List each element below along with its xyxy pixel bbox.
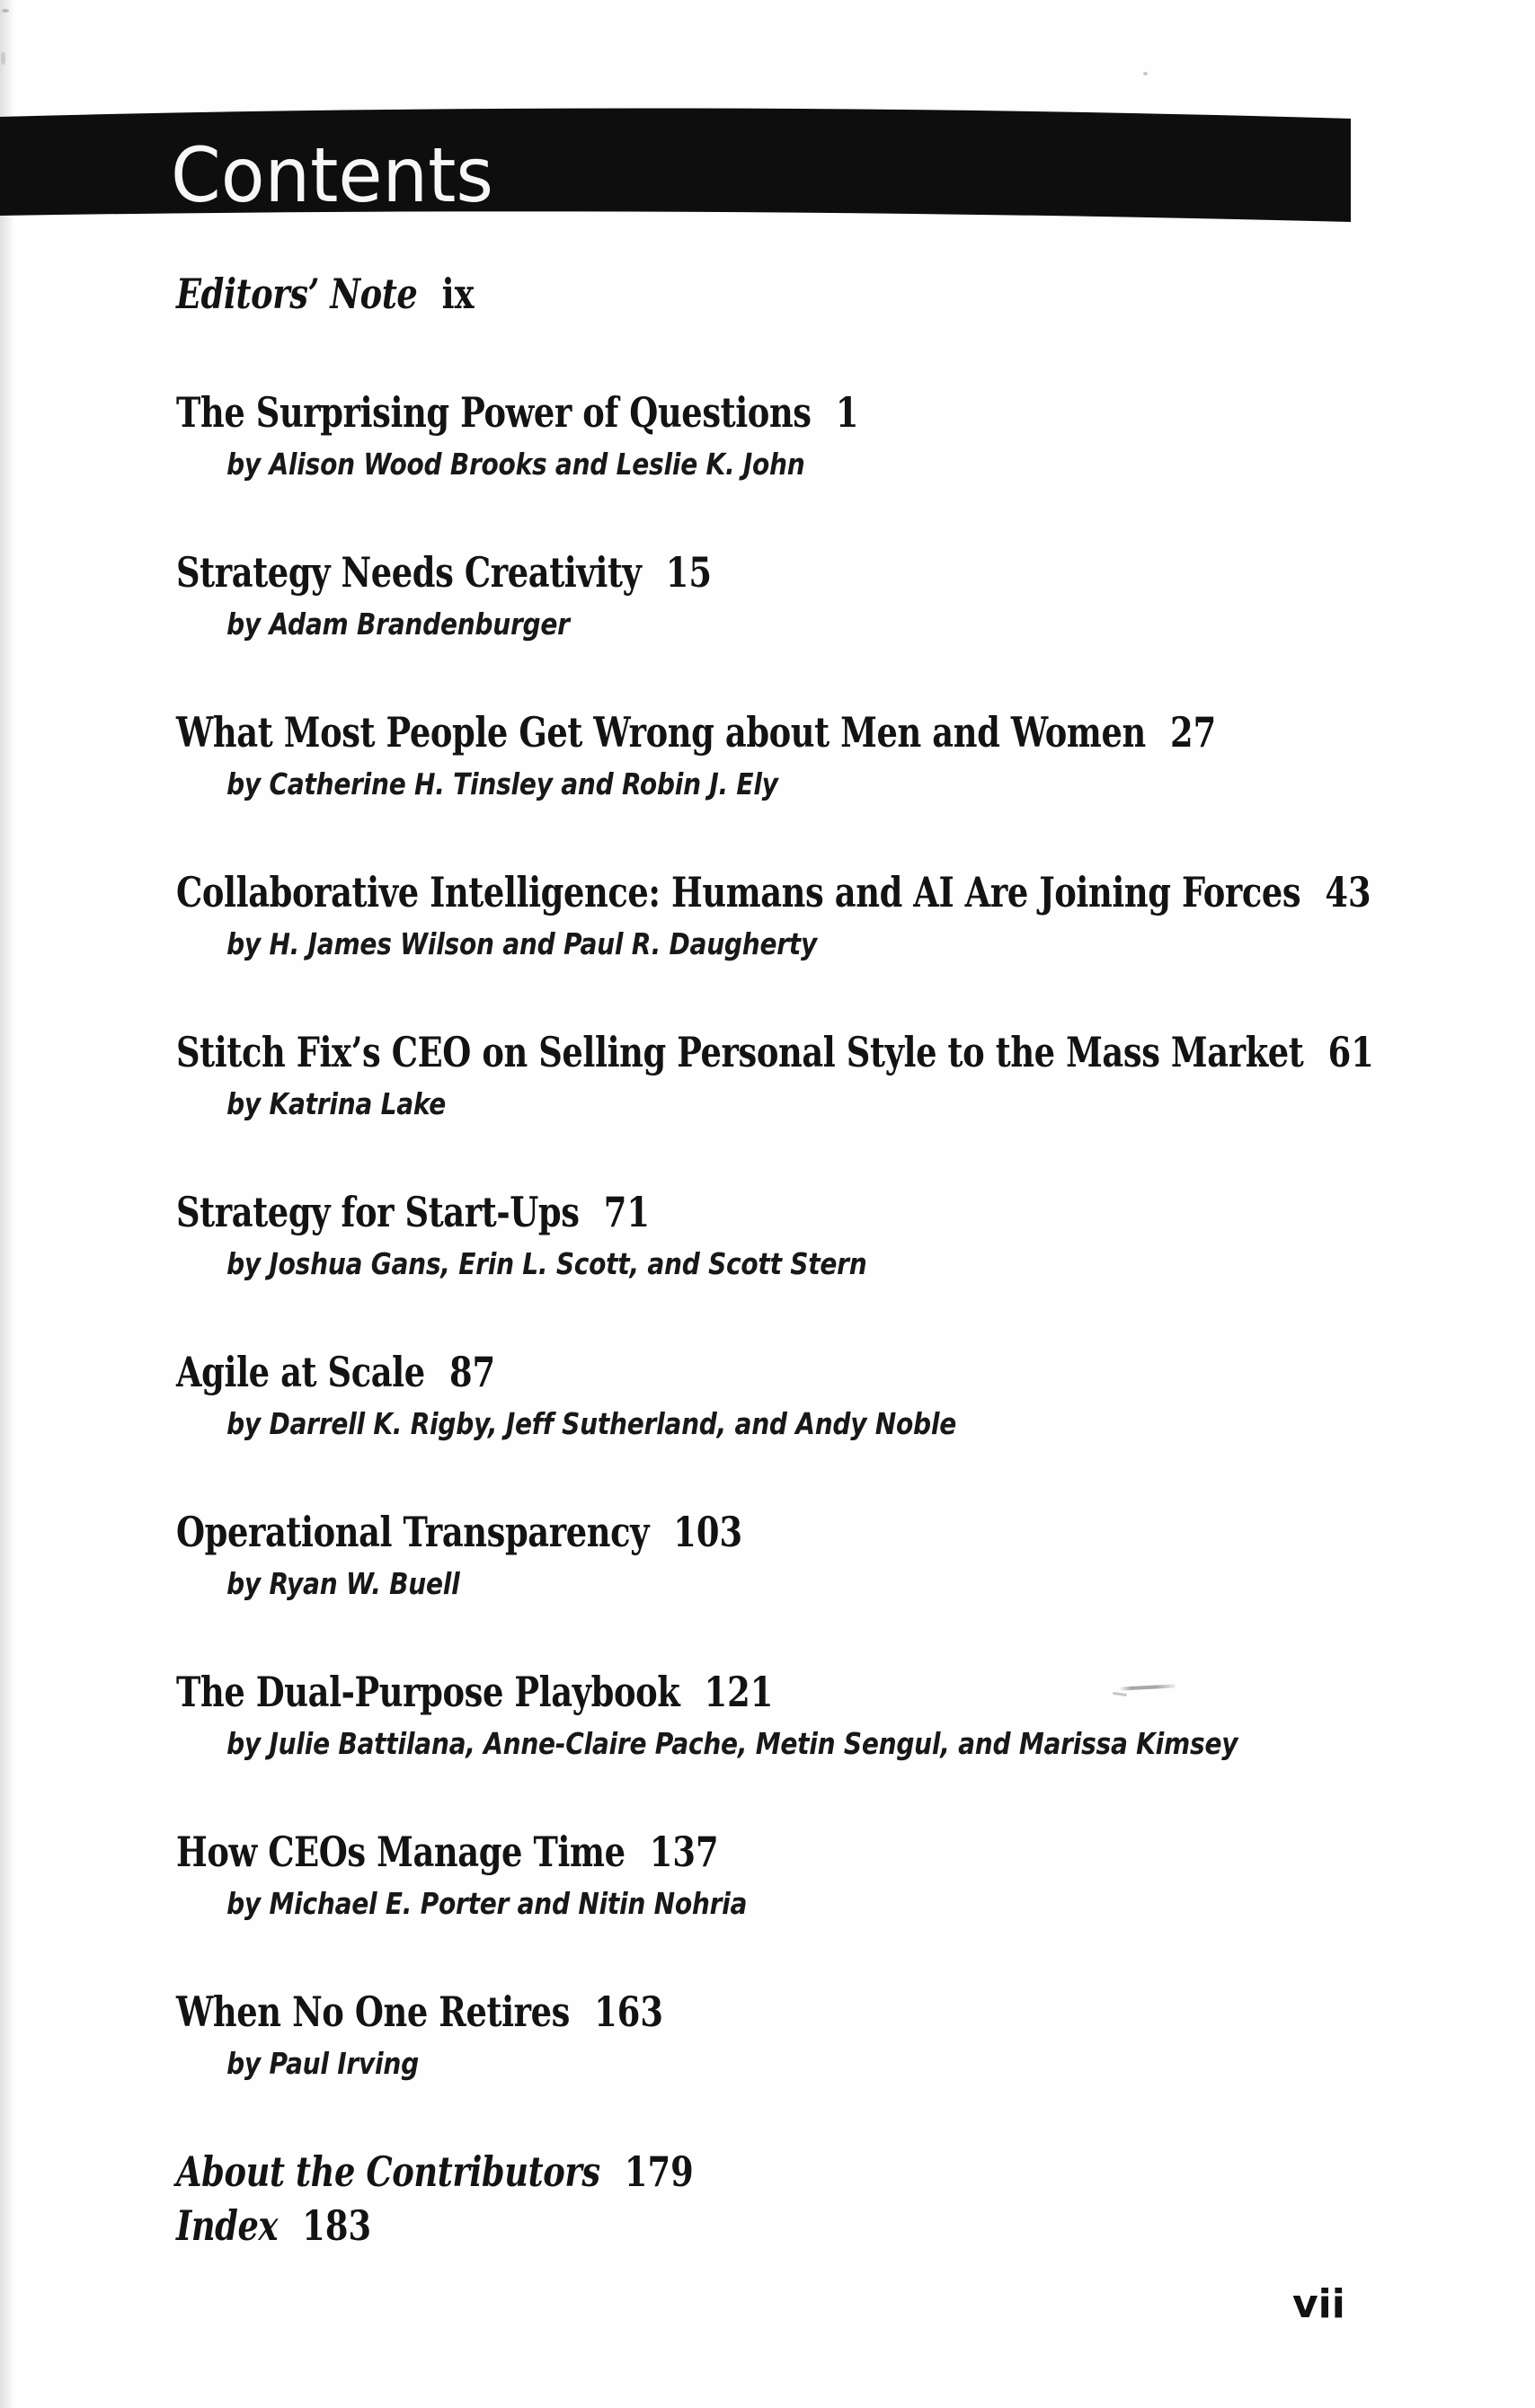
entry-title-line xyxy=(176,705,1255,759)
entry-title: Operational Transparency xyxy=(176,1508,650,1556)
entry-title-line xyxy=(176,1665,1255,1719)
entry-title-line xyxy=(176,545,1255,599)
entry-title: What Most People Get Wrong about Men and Women xyxy=(176,708,1146,757)
entry-page-number: 163 xyxy=(594,1987,664,2036)
entry-authors: by Paul Irving xyxy=(226,2046,419,2081)
entry-title: Stitch Fix’s CEO on Selling Personal Style to the Mass Market xyxy=(176,1028,1304,1076)
entry-page-number: 121 xyxy=(704,1668,774,1716)
entry-authors: by Ryan W. Buell xyxy=(226,1566,460,1601)
toc-entry xyxy=(176,1505,1524,1609)
front-matter-label: Editors’ Note xyxy=(176,270,418,318)
entry-title-line xyxy=(176,1825,1255,1879)
toc-entry xyxy=(176,1345,1524,1449)
toc-entry xyxy=(176,1185,1524,1289)
table-of-contents xyxy=(176,267,1524,2253)
toc-front-matter-item xyxy=(176,267,1255,321)
toc-entry xyxy=(176,1825,1524,1929)
entry-title-line xyxy=(176,865,1371,919)
toc-entry xyxy=(176,1665,1524,1769)
toc-entry xyxy=(176,865,1524,969)
back-matter-label: Index xyxy=(176,2201,279,2250)
toc-back-matter-item xyxy=(176,2199,1255,2253)
toc-back-matter-item xyxy=(176,2145,1255,2199)
entry-title: Collaborative Intelligence: Humans and AI Are Joining Forces xyxy=(176,868,1301,916)
entry-page-number: 43 xyxy=(1325,868,1371,916)
entry-authors: by Katrina Lake xyxy=(226,1086,447,1121)
toc-entry xyxy=(176,1985,1524,2089)
entry-page-number: 15 xyxy=(665,548,712,597)
entry-authors: by Joshua Gans, Erin L. Scott, and Scott Stern xyxy=(226,1246,867,1281)
entry-title: The Dual-Purpose Playbook xyxy=(176,1668,680,1716)
entry-authors: by Julie Battilana, Anne-Claire Pache, Metin Sengul, and Marissa Kimsey xyxy=(226,1726,1238,1761)
entry-title: How CEOs Manage Time xyxy=(176,1828,626,1876)
entry-page-number: 61 xyxy=(1327,1028,1374,1076)
entry-authors: by Adam Brandenburger xyxy=(226,606,570,642)
page-edge-shadow xyxy=(0,0,14,2408)
entry-title-line xyxy=(176,1345,1255,1399)
entry-authors: by Alison Wood Brooks and Leslie K. John xyxy=(226,447,805,482)
entry-authors: by Catherine H. Tinsley and Robin J. Ely xyxy=(226,766,778,801)
back-matter-label: About the Contributors xyxy=(176,2147,600,2196)
entry-page-number: 137 xyxy=(649,1828,719,1876)
toc-entry xyxy=(176,1025,1524,1129)
entry-title: Strategy for Start-Ups xyxy=(176,1188,580,1236)
entry-title-line xyxy=(176,1025,1374,1079)
entry-title: Strategy Needs Creativity xyxy=(176,548,642,597)
entry-title: When No One Retires xyxy=(176,1987,570,2036)
folio-page-number: vii xyxy=(1292,2281,1345,2327)
entry-page-number: 87 xyxy=(448,1348,496,1396)
entry-page-number: 1 xyxy=(835,388,859,437)
toc-entry xyxy=(176,705,1524,810)
entry-authors: by H. James Wilson and Paul R. Daugherty xyxy=(226,926,817,961)
entry-title-line xyxy=(176,1505,1255,1559)
entry-title-line xyxy=(176,1985,1255,2039)
toc-entries xyxy=(176,385,1524,2089)
back-matter-page-number: 179 xyxy=(624,2147,694,2196)
entry-title-line xyxy=(176,1185,1255,1239)
front-matter-page-number: ix xyxy=(441,270,475,318)
scan-speck xyxy=(1,52,5,65)
scan-speck xyxy=(2,9,9,13)
toc-entry xyxy=(176,385,1524,490)
entry-page-number: 27 xyxy=(1170,708,1217,757)
entry-authors: by Michael E. Porter and Nitin Nohria xyxy=(226,1886,748,1921)
entry-title-line xyxy=(176,385,1255,439)
back-matter-page-number: 183 xyxy=(302,2201,372,2250)
entry-authors: by Darrell K. Rigby, Jeff Sutherland, and Andy Noble xyxy=(226,1406,956,1441)
entry-title: The Surprising Power of Questions xyxy=(176,388,812,437)
page-title: Contents xyxy=(171,131,493,219)
toc-entry xyxy=(176,545,1524,650)
entry-page-number: 71 xyxy=(603,1188,650,1236)
scan-speck xyxy=(1143,72,1148,75)
entry-title: Agile at Scale xyxy=(176,1348,425,1396)
entry-page-number: 103 xyxy=(673,1508,743,1556)
